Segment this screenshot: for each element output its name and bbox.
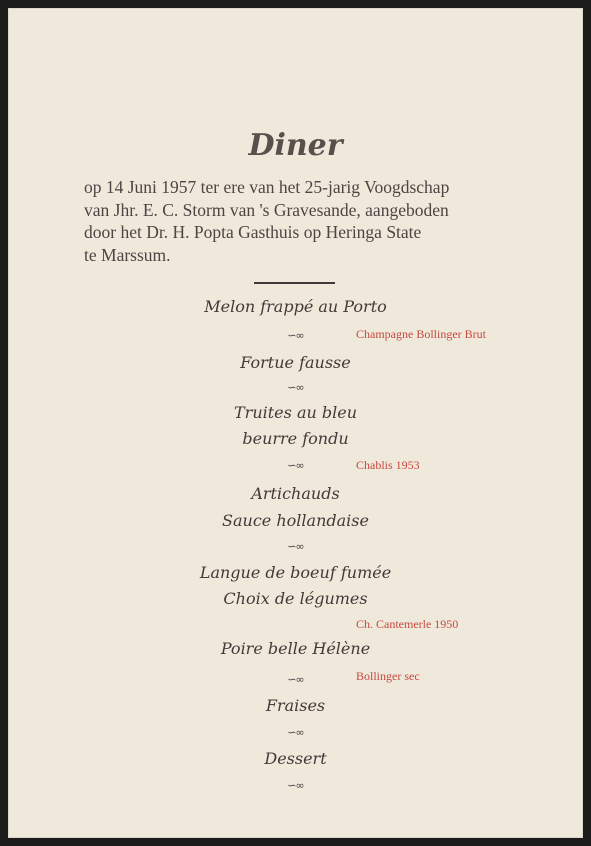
- dedication-line: van Jhr. E. C. Storm van 's Gravesande, aangeboden: [84, 199, 449, 220]
- ornament-icon: ∽∞: [287, 673, 304, 686]
- menu-title: Diner: [248, 128, 343, 163]
- wine-pairing: Ch. Cantemerle 1950: [356, 617, 459, 631]
- course-item: Fortue fausse: [240, 353, 351, 372]
- course-item: Melon frappé au Porto: [204, 297, 387, 316]
- ornament-icon: ∽∞: [287, 459, 304, 472]
- dedication-line: op 14 Juni 1957 ter ere van het 25-jarig Voogdschap: [84, 177, 450, 197]
- course-item: Artichauds: [251, 484, 340, 503]
- ornament-icon: ∽∞: [287, 381, 304, 394]
- course-item: beurre fondu: [242, 429, 349, 448]
- course-item: Dessert: [264, 749, 327, 768]
- ornament-icon: ∽∞: [287, 726, 304, 739]
- dedication-text: [84, 176, 524, 266]
- course-item: Choix de légumes: [223, 589, 368, 608]
- ornament-icon: ∽∞: [287, 329, 304, 342]
- wine-pairing: Bollinger sec: [356, 669, 420, 683]
- ornament-icon: ∽∞: [287, 540, 304, 553]
- dedication-line: door het Dr. H. Popta Gasthuis op Heringa State: [84, 222, 422, 242]
- course-item: Truites au bleu: [234, 403, 357, 422]
- wine-pairing: Champagne Bollinger Brut: [356, 327, 486, 341]
- course-item: Fraises: [265, 696, 326, 715]
- course-item: Poire belle Hélène: [220, 639, 371, 658]
- course-item: Langue de boeuf fumée: [199, 563, 392, 582]
- wine-pairing: Chablis 1953: [356, 458, 420, 472]
- ornament-icon: ∽∞: [287, 779, 304, 792]
- course-item: Sauce hollandaise: [222, 511, 369, 530]
- divider-rule: [254, 282, 335, 284]
- dedication-line: te Marssum.: [84, 244, 171, 265]
